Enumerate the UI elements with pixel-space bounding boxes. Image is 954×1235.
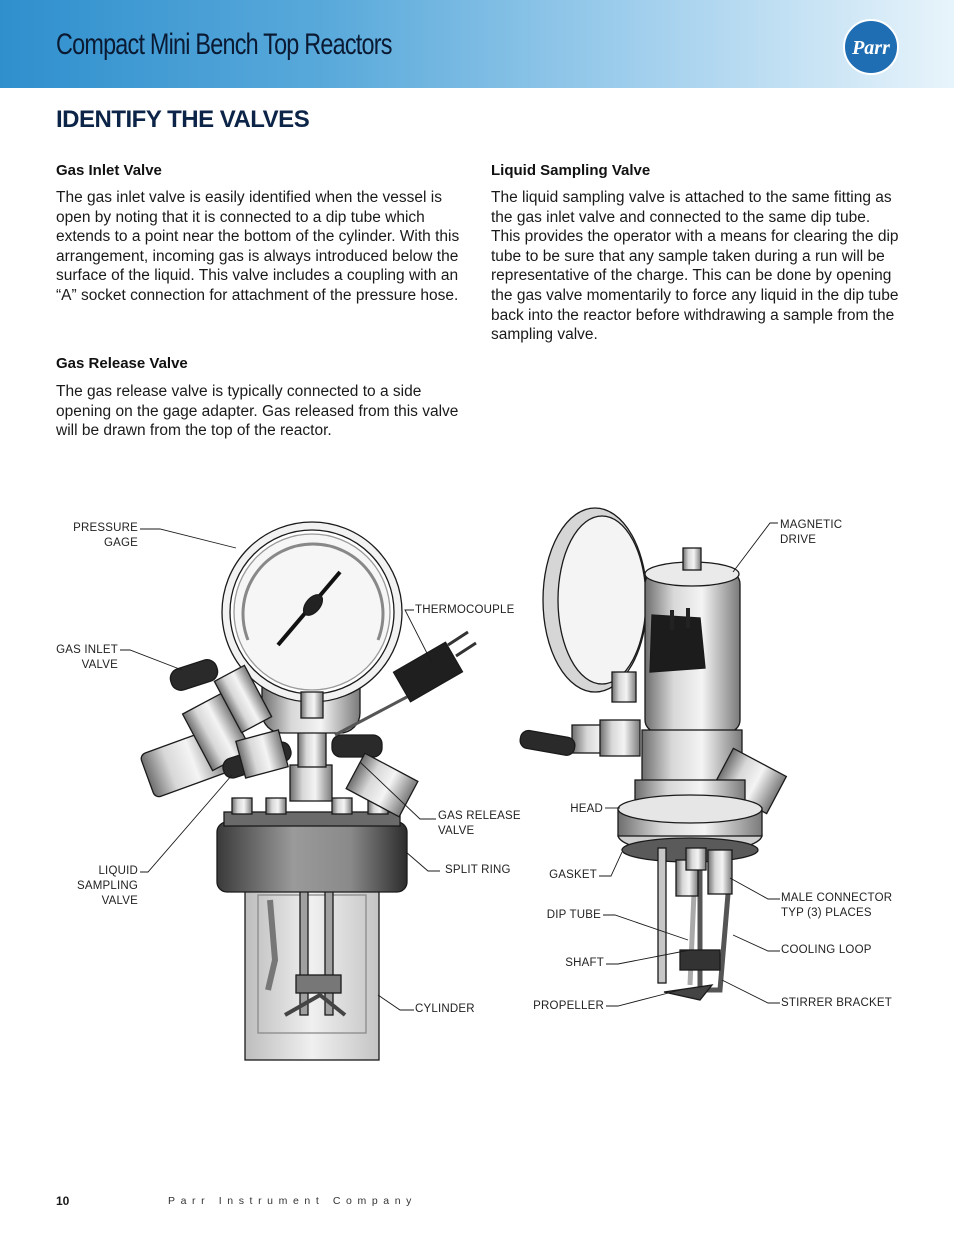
page-number: 10 bbox=[56, 1194, 70, 1208]
liquid-sampling-heading: Liquid Sampling Valve bbox=[491, 162, 651, 179]
gas-inlet-body: The gas inlet valve is easily identified when the vessel is open by noting that it is connected to a dip tube which extends to a point near the bottom of the cylinder. With this arrangement, incoming gas is always introduced below the surface of the liquid. This valve includes a coupling with an “A” socket connection for attachment of the pressure hose. bbox=[56, 189, 460, 304]
gas-release-heading: Gas Release Valve bbox=[56, 355, 188, 372]
callout-thermocouple: THERMOCOUPLE bbox=[415, 604, 515, 616]
callout-cooling-loop: COOLING LOOP bbox=[781, 944, 872, 956]
liquid-sampling-body: The liquid sampling valve is attached to the same fitting as the gas inlet valve and connected to the same dip tube. This provides the operator with a means for clearing the dip tube to be sure that any sample taken during a run will be representative of the charge. This can be done by opening the gas valve momentarily to force any liquid in the dip tube back into the reactor before withdrawing a sample from the sampling valve. bbox=[491, 189, 899, 344]
callout-cylinder: CYLINDER bbox=[415, 1003, 475, 1015]
callout-gas-inlet-valve: GAS INLET VALVE bbox=[56, 644, 118, 671]
footer-company: Parr Instrument Company bbox=[168, 1195, 418, 1207]
gas-release-body: The gas release valve is typically connected to a side opening on the gage adapter. Gas released from this valve will be drawn from the top of the reactor. bbox=[56, 383, 459, 440]
leader-cooling-loop bbox=[733, 935, 780, 951]
leader-cylinder bbox=[378, 995, 414, 1010]
reactor-illustration bbox=[0, 500, 954, 1080]
leader-dip-tube bbox=[603, 915, 688, 940]
leader-pressure-gage bbox=[140, 529, 236, 548]
gas-inlet-heading: Gas Inlet Valve bbox=[56, 162, 162, 179]
callout-head: HEAD bbox=[570, 803, 603, 815]
leader-gasket bbox=[599, 852, 622, 876]
right-reactor bbox=[519, 508, 786, 1000]
callout-stirrer-bracket: STIRRER BRACKET bbox=[781, 997, 892, 1009]
callout-magnetic-drive: MAGNETIC DRIVE bbox=[780, 519, 843, 546]
callout-male-connector: MALE CONNECTOR TYP (3) PLACES bbox=[781, 892, 893, 919]
callout-gasket: GASKET bbox=[549, 869, 597, 881]
parr-logo-text: Parr bbox=[852, 37, 890, 59]
leader-split-ring bbox=[406, 852, 440, 871]
leader-propeller bbox=[606, 990, 680, 1006]
parr-logo bbox=[842, 18, 900, 76]
page-header-title: Compact Mini Bench Top Reactors bbox=[56, 28, 392, 61]
callout-split-ring: SPLIT RING bbox=[445, 864, 511, 876]
section-heading: IDENTIFY THE VALVES bbox=[56, 106, 310, 133]
callout-liquid-sampling-valve: LIQUID SAMPLING VALVE bbox=[76, 865, 138, 907]
callout-pressure-gage: PRESSURE GAGE bbox=[73, 522, 138, 549]
leader-male-connector bbox=[730, 878, 780, 899]
leader-gas-inlet bbox=[120, 650, 182, 670]
callout-gas-release-valve: GAS RELEASE VALVE bbox=[438, 810, 521, 837]
leader-shaft bbox=[606, 950, 690, 964]
leader-magnetic-drive bbox=[733, 523, 778, 572]
leader-stirrer-bracket bbox=[722, 980, 780, 1003]
callout-shaft: SHAFT bbox=[565, 957, 604, 969]
callout-propeller: PROPELLER bbox=[533, 1000, 604, 1012]
callout-dip-tube: DIP TUBE bbox=[546, 909, 601, 921]
